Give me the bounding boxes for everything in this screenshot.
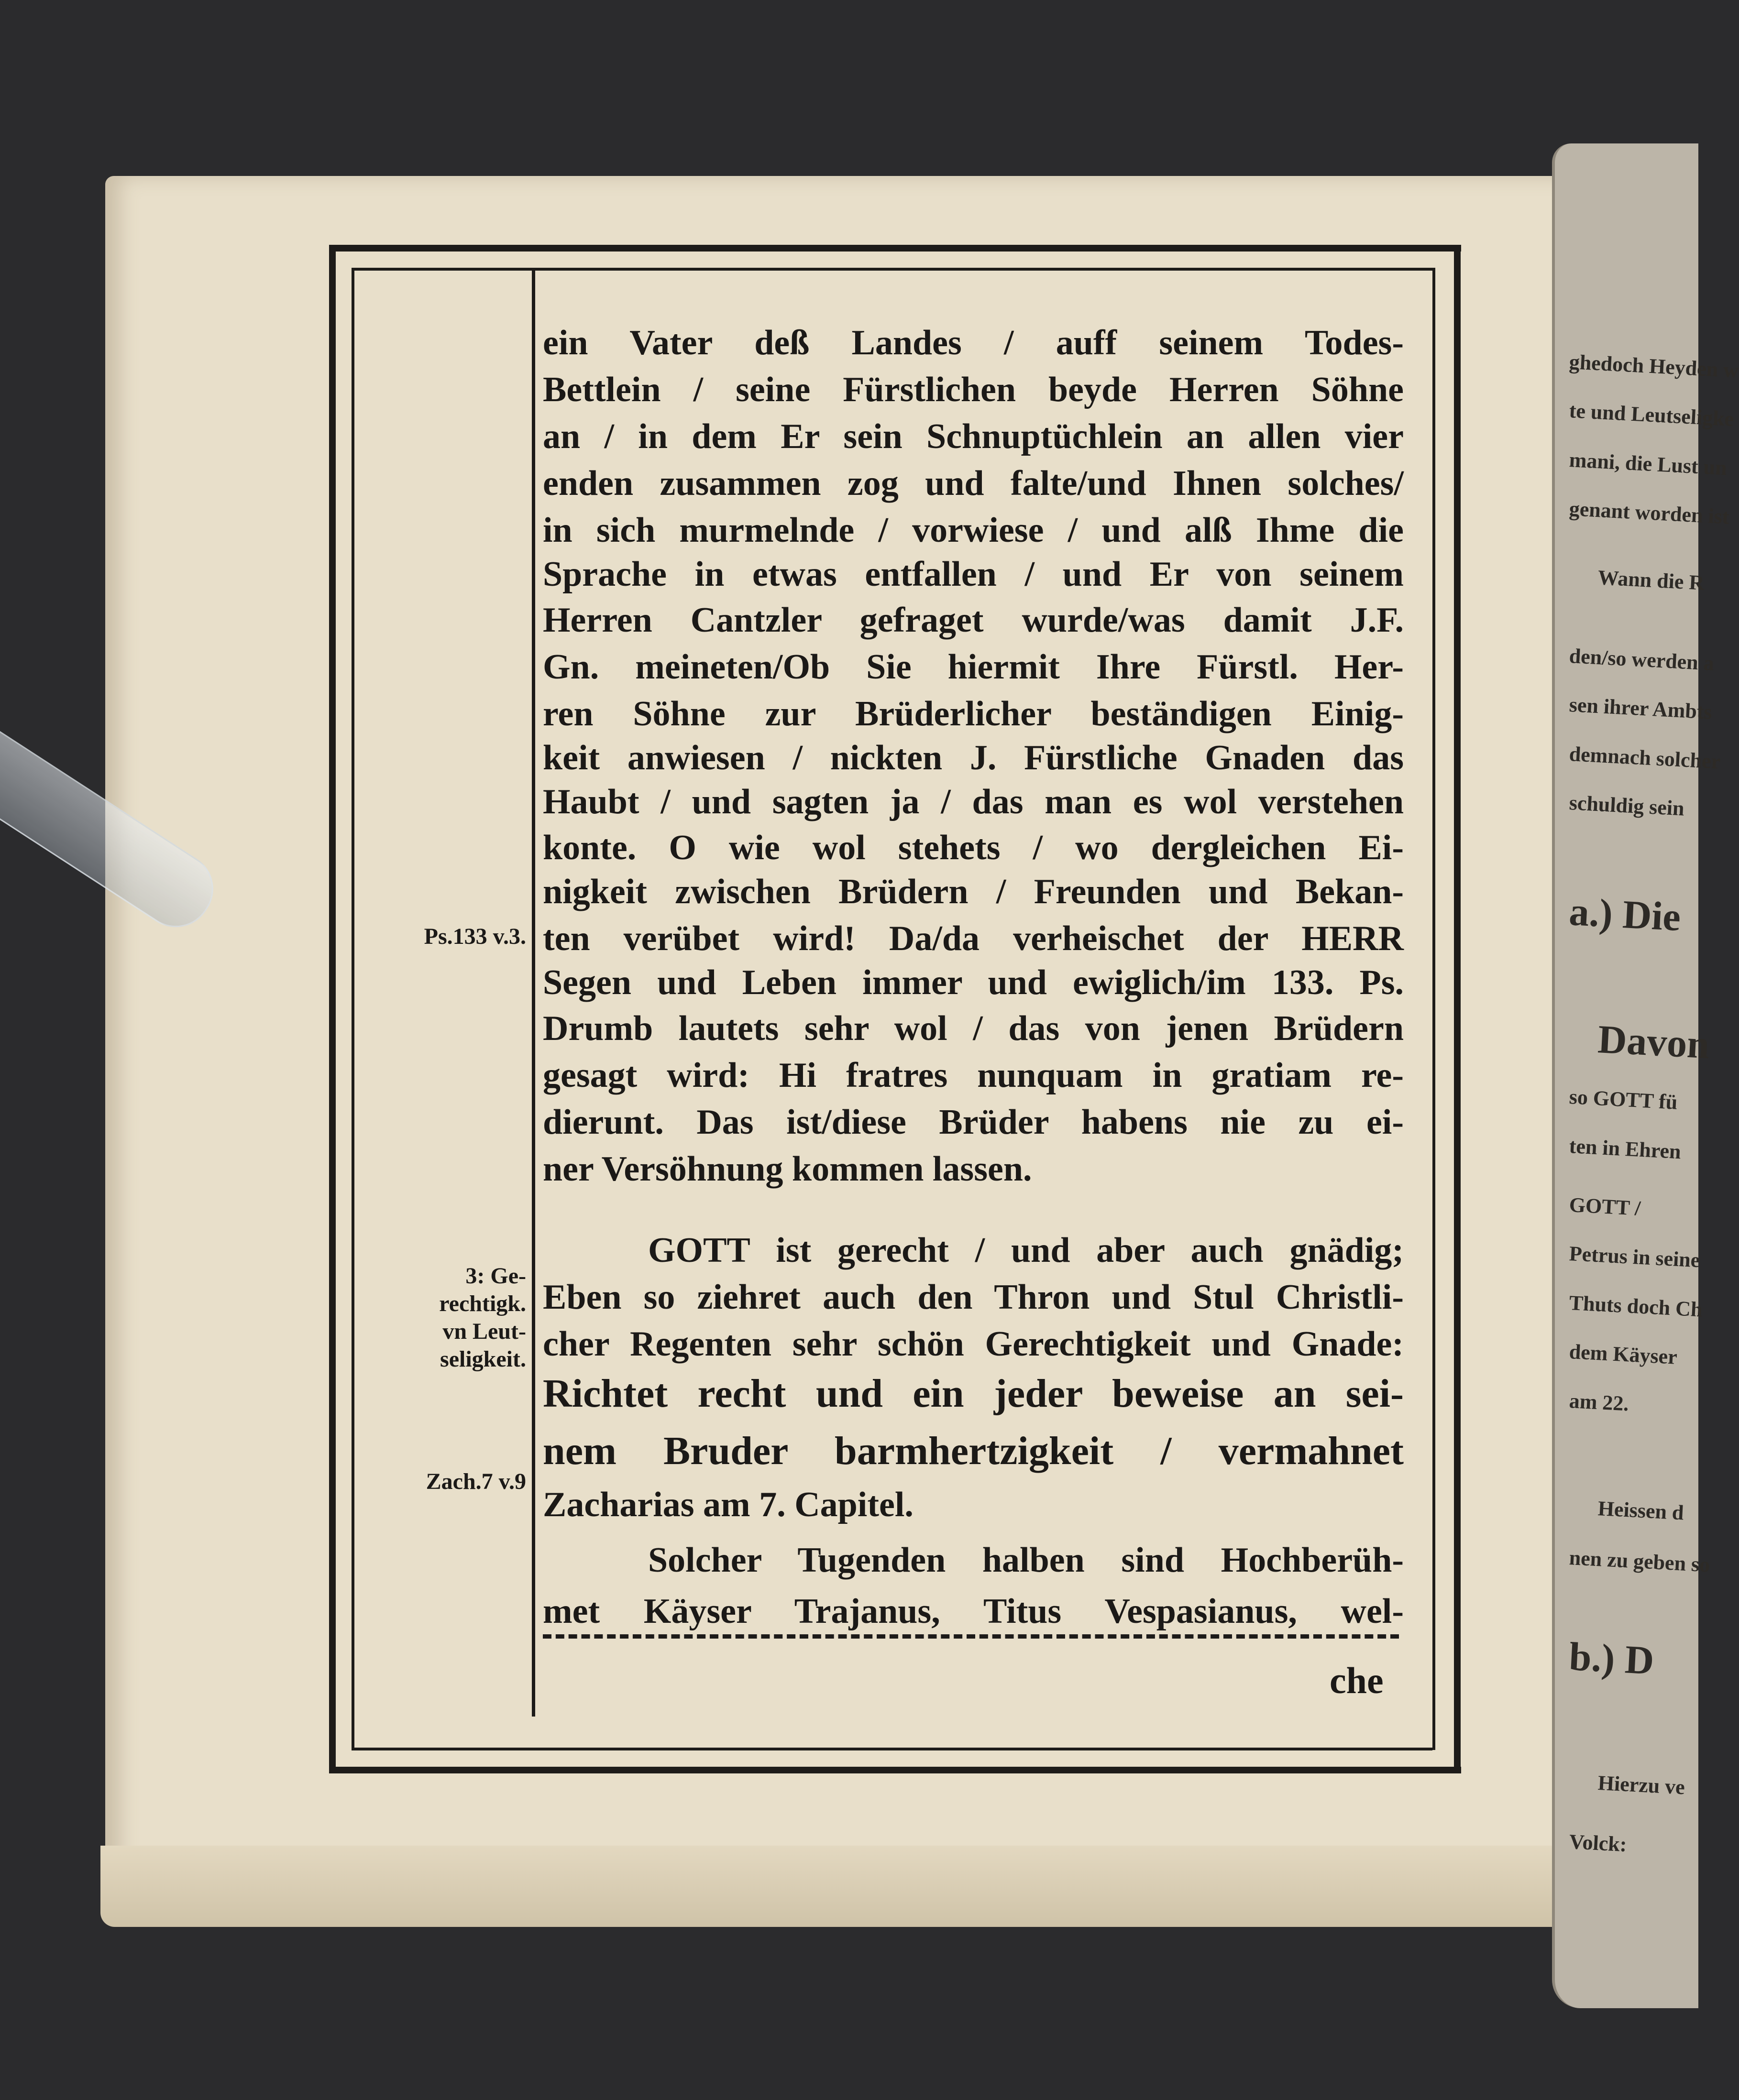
- footer-rule: [543, 1634, 1399, 1639]
- text-line: Eben so ziehret auch den Thron und Stul Christli-: [543, 1278, 1404, 1317]
- text-line: cher Regenten sehr schön Gerechtigkeit und Gnade:: [543, 1324, 1404, 1364]
- text-line: nem Bruder barmhertzigkeit / vermahnet: [543, 1429, 1404, 1473]
- text-line: Solcher Tugenden halben sind Hochberüh-: [648, 1541, 1404, 1580]
- text-line: keit anwiesen / nickten J. Fürstliche Gnaden das: [543, 738, 1404, 777]
- facing-page-line: Volck:: [1568, 1830, 1628, 1857]
- text-line: in sich murmelnde / vorwiese / und alß Ihme die: [543, 511, 1404, 550]
- text-line: Gn. meineten/Ob Sie hiermit Ihre Fürstl. Her-: [543, 647, 1404, 687]
- text-line: enden zusammen zog und falte/und Ihnen solches/: [543, 464, 1404, 503]
- text-line: Haubt / und sagten ja / das man es wol verstehen: [543, 782, 1404, 821]
- facing-page-line: Hierzu ve: [1597, 1771, 1686, 1799]
- facing-page-line: Heissen d: [1597, 1497, 1684, 1525]
- facing-page-line: Thuts doch Ch: [1568, 1291, 1703, 1322]
- text-line: Herren Cantzler gefraget wurde/was damit J.F.: [543, 601, 1404, 640]
- facing-page-line: demnach solcher: [1568, 742, 1721, 774]
- text-line: an / in dem Er sein Schnuptüchlein an allen vier: [543, 417, 1404, 456]
- frame-top-border: [330, 245, 1461, 252]
- frame-bottom-border: [330, 1767, 1461, 1773]
- frame-left-inner: [352, 268, 354, 1750]
- facing-page-line: a.) Die: [1568, 889, 1682, 940]
- margin-note-section-3: [330, 1262, 526, 1373]
- text-line: Bettlein / seine Fürstlichen beyde Herren Söhne: [543, 370, 1404, 409]
- facing-page-line: Petrus in seine: [1568, 1242, 1701, 1272]
- text-line: Zacharias am 7. Capitel.: [543, 1485, 914, 1524]
- frame-top-inner: [352, 268, 1432, 271]
- facing-page-line: sen ihrer Ambts: [1568, 693, 1713, 724]
- catchword: che: [1330, 1660, 1384, 1701]
- margin-note-line: vn Leut-: [442, 1319, 526, 1344]
- text-line: ein Vater deß Landes / auff seinem Todes-: [543, 323, 1404, 362]
- facing-page-line: genant worden ist: [1568, 497, 1730, 529]
- margin-note-zacharias: Zach.7 v.9: [426, 1469, 526, 1494]
- frame-left-border: [329, 245, 336, 1773]
- text-line: konte. O wie wol stehets / wo dergleichen Ei-: [543, 828, 1404, 867]
- facing-page-line: am 22.: [1568, 1389, 1629, 1415]
- facing-page-line: ghedoch Heyden w: [1568, 350, 1739, 383]
- facing-page-line: mani, die Lust un: [1568, 448, 1728, 480]
- margin-note-line: seligkeit.: [440, 1346, 526, 1372]
- margin-divider: [532, 268, 535, 1717]
- text-line: ten verübet wird! Da/da verheischet der HERR: [543, 919, 1404, 958]
- facing-page-line: GOTT /: [1568, 1192, 1641, 1220]
- facing-page: [1552, 143, 1739, 2008]
- text-line: dierunt. Das ist/diese Brüder habens nie zu ei-: [543, 1103, 1404, 1142]
- text-line: GOTT ist gerecht / und aber auch gnädig;: [648, 1231, 1404, 1270]
- page-edge: [100, 1846, 1559, 1927]
- facing-page-line: Wann die R: [1597, 565, 1705, 595]
- text-line: Sprache in etwas entfallen / und Er von seinem: [543, 555, 1404, 594]
- facing-page-line: b.) D: [1568, 1634, 1655, 1684]
- margin-note-psalm: Ps.133 v.3.: [424, 924, 526, 949]
- facing-page-line: Davon: [1596, 1017, 1711, 1067]
- facing-page-line: te und Leutseligke: [1568, 399, 1735, 431]
- margin-note-line: rechtigk.: [439, 1291, 526, 1316]
- frame-right-border: [1454, 245, 1461, 1773]
- text-line: Drumb lautets sehr wol / das von jenen Brüdern: [543, 1009, 1404, 1048]
- facing-page-line: nen zu geben so: [1568, 1545, 1711, 1576]
- text-line: Richtet recht und ein jeder beweise an sei-: [543, 1371, 1404, 1416]
- text-line: gesagt wird: Hi fratres nunquam in gratiam re-: [543, 1056, 1404, 1095]
- facing-page-line: schuldig sein: [1568, 791, 1685, 820]
- text-line: ren Söhne zur Brüderlicher beständigen Einig-: [543, 694, 1404, 733]
- frame-bottom-inner: [352, 1748, 1432, 1750]
- frame-right-inner: [1432, 268, 1435, 1750]
- facing-page-line: dem Käyser: [1568, 1340, 1678, 1369]
- facing-page-line: so GOTT fü: [1568, 1085, 1678, 1114]
- facing-page-line: ten in Ehren: [1568, 1134, 1682, 1163]
- text-line: nigkeit zwischen Brüdern / Freunden und Bekan-: [543, 872, 1404, 911]
- text-line: ner Versöhnung kommen lassen.: [543, 1149, 1032, 1189]
- margin-note-line: 3: Ge-: [465, 1263, 526, 1289]
- text-line: met Käyser Trajanus, Titus Vespasianus, wel-: [543, 1592, 1404, 1631]
- text-line: Segen und Leben immer und ewiglich/im 133. Ps.: [543, 963, 1404, 1002]
- facing-page-line: den/so werden a: [1568, 644, 1715, 675]
